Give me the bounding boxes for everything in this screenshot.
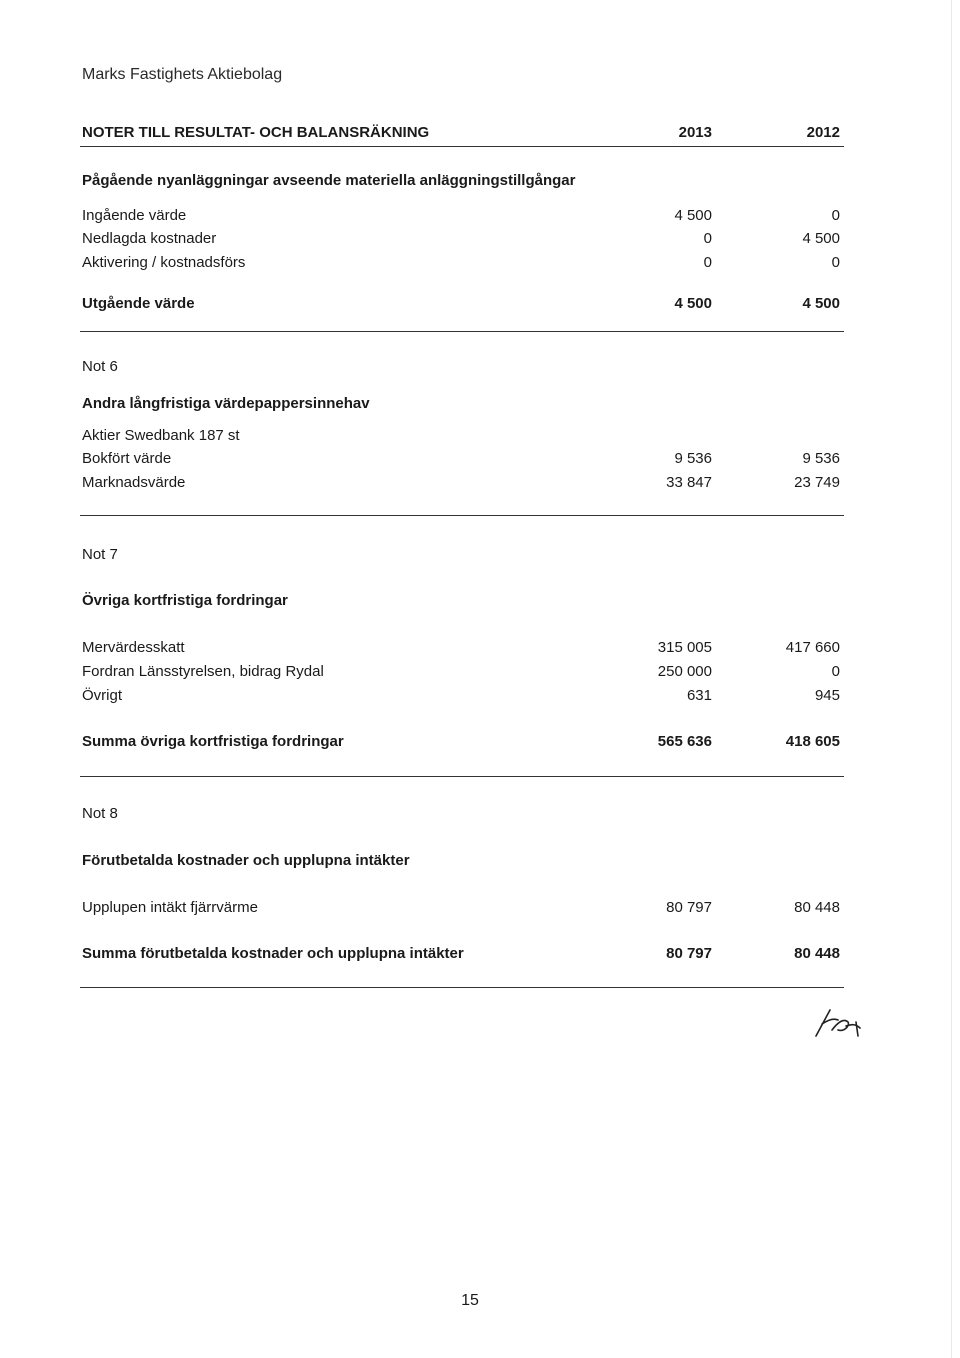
section-divider <box>80 776 844 777</box>
note-6-heading <box>82 394 842 414</box>
table-row <box>82 686 842 706</box>
row-label: Upplupen intäkt fjärrvärme <box>82 899 258 916</box>
total-row <box>82 294 842 314</box>
value-2013: 80 797 <box>666 899 712 916</box>
table-row <box>82 449 842 469</box>
table-row <box>82 473 842 493</box>
note-heading-text: Förutbetalda kostnader och upplupna intäkter <box>82 852 410 869</box>
year-2013-header: 2013 <box>678 124 712 141</box>
section-divider <box>80 987 844 988</box>
section-heading-pagaende <box>82 171 842 191</box>
value-2013: 0 <box>703 254 712 271</box>
value-2012: 945 <box>814 687 840 704</box>
value-2013: 9 536 <box>674 450 712 467</box>
note-subheading-text: Aktier Swedbank 187 st <box>82 427 240 444</box>
row-label: Övrigt <box>82 687 123 704</box>
value-2012: 0 <box>831 254 840 271</box>
note-6-subheading <box>82 426 842 446</box>
company-name: Marks Fastighets Aktiebolag <box>82 66 283 83</box>
total-2012: 80 448 <box>794 945 840 962</box>
total-2013: 4 500 <box>674 295 712 312</box>
value-2012: 0 <box>831 663 840 680</box>
total-row <box>82 732 842 752</box>
total-row <box>82 944 842 964</box>
note-7-heading <box>82 591 842 611</box>
total-2012: 4 500 <box>802 295 840 312</box>
note-label-text: Not 7 <box>82 546 118 563</box>
row-label: Marknadsvärde <box>82 474 186 491</box>
notes-title: NOTER TILL RESULTAT- OCH BALANSRÄKNING <box>82 124 430 141</box>
year-2012-header: 2012 <box>806 124 840 141</box>
value-2012: 9 536 <box>802 450 840 467</box>
value-2013: 315 005 <box>657 639 712 656</box>
note-8-label <box>82 804 842 824</box>
row-label: Fordran Länsstyrelsen, bidrag Rydal <box>82 663 324 680</box>
page-number: 15 <box>461 1292 479 1309</box>
total-label: Summa förutbetalda kostnader och upplupna intäkter <box>82 945 464 962</box>
value-2012: 80 448 <box>794 899 840 916</box>
table-row <box>82 638 842 658</box>
table-row <box>82 253 842 273</box>
note-heading-text: Andra långfristiga värdepappersinnehav <box>82 395 370 412</box>
note-label-text: Not 6 <box>82 358 118 375</box>
value-2012: 417 660 <box>785 639 840 656</box>
note-7-label <box>82 545 842 565</box>
row-label: Nedlagda kostnader <box>82 230 217 247</box>
value-2012: 4 500 <box>802 230 840 247</box>
note-6-label <box>82 357 842 377</box>
value-2012: 0 <box>831 207 840 224</box>
row-label: Mervärdesskatt <box>82 639 185 656</box>
total-2012: 418 605 <box>785 733 840 750</box>
section-heading-text: Pågående nyanläggningar avseende materiella anläggningstillgångar <box>82 172 576 189</box>
section-divider <box>80 331 844 332</box>
value-2013: 631 <box>686 687 712 704</box>
section-divider <box>80 515 844 516</box>
note-8-heading <box>82 851 842 871</box>
value-2012: 23 749 <box>794 474 840 491</box>
total-label: Summa övriga kortfristiga fordringar <box>82 733 344 750</box>
total-2013: 80 797 <box>666 945 712 962</box>
row-label: Bokfört värde <box>82 450 172 467</box>
value-2013: 0 <box>703 230 712 247</box>
note-heading-text: Övriga kortfristiga fordringar <box>82 592 288 609</box>
title-divider <box>80 146 844 147</box>
total-2013: 565 636 <box>657 733 712 750</box>
row-label: Ingående värde <box>82 207 187 224</box>
total-label: Utgående värde <box>82 295 195 312</box>
table-row <box>82 229 842 249</box>
table-row <box>82 206 842 226</box>
scan-edge-line <box>951 0 952 1358</box>
row-label: Aktivering / kostnadsförs <box>82 254 246 271</box>
value-2013: 250 000 <box>657 663 712 680</box>
table-row <box>82 662 842 682</box>
note-label-text: Not 8 <box>82 805 118 822</box>
value-2013: 33 847 <box>666 474 712 491</box>
notes-title-row <box>82 123 842 143</box>
value-2013: 4 500 <box>674 207 712 224</box>
signature-icon <box>808 1002 868 1042</box>
table-row <box>82 898 842 918</box>
